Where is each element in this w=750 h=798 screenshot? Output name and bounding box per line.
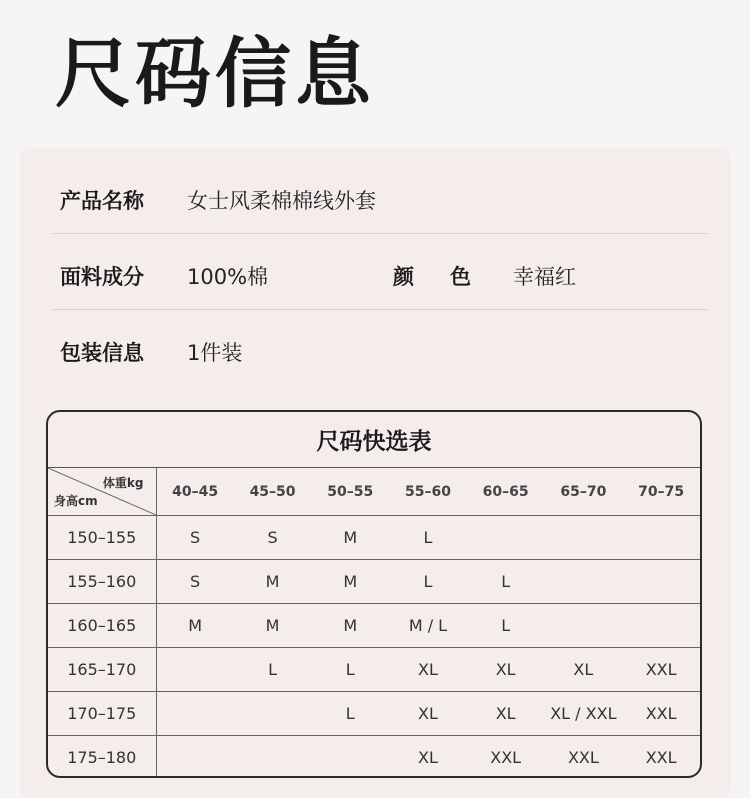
size-cell: XL / XXL: [545, 692, 623, 736]
weight-column-header: 60–65: [467, 468, 545, 516]
size-cell: [156, 648, 234, 692]
fabric-color-row: [52, 238, 708, 314]
size-cell: S: [156, 516, 234, 560]
size-cell: S: [234, 516, 312, 560]
package-row: [52, 314, 708, 390]
table-row: [48, 692, 700, 736]
size-cell: XL: [467, 648, 545, 692]
size-cell: [311, 736, 389, 779]
size-cell: [467, 516, 545, 560]
size-cell: XXL: [622, 648, 700, 692]
table-row: [48, 736, 700, 779]
height-axis-label: 身高cm: [54, 494, 98, 508]
weight-column-header: 70–75: [622, 468, 700, 516]
size-cell: M / L: [389, 604, 467, 648]
size-cell: L: [389, 516, 467, 560]
size-cell: XL: [389, 648, 467, 692]
size-table: [48, 468, 700, 778]
size-cell: XL: [418, 748, 438, 767]
size-cell: [156, 736, 234, 779]
size-cell: XXL: [490, 748, 522, 767]
size-cell: M: [311, 560, 389, 604]
size-cell: XL: [545, 648, 623, 692]
weight-column-header: 50–55: [311, 468, 389, 516]
height-range-cell: 155–160: [48, 560, 156, 604]
height-range-cell: 165–170: [48, 648, 156, 692]
size-cell: [545, 560, 623, 604]
fabric-value: 100%棉: [187, 265, 269, 289]
height-range-cell: 170–175: [48, 692, 156, 736]
color-value: 幸福红: [513, 265, 576, 289]
size-cell: [622, 604, 700, 648]
size-cell: [156, 692, 234, 736]
size-chart-title: 尺码快选表: [48, 412, 700, 468]
weight-axis-label: 体重kg: [102, 476, 144, 490]
size-cell: L: [311, 692, 389, 736]
fabric-label: 面料成分: [60, 265, 144, 289]
size-cell: M: [311, 604, 389, 648]
page-title: 尺码信息: [55, 29, 375, 118]
size-cell: L: [467, 604, 545, 648]
info-card: [20, 148, 731, 798]
table-row: [48, 604, 700, 648]
size-cell: [545, 604, 623, 648]
size-cell: [234, 692, 312, 736]
table-row: [48, 560, 700, 604]
weight-column-header: 40–45: [156, 468, 234, 516]
size-cell: XL: [389, 692, 467, 736]
height-range-cell: 160–165: [48, 604, 156, 648]
divider: [52, 309, 708, 310]
divider: [52, 233, 708, 234]
size-cell: L: [467, 560, 545, 604]
package-value: 1件装: [187, 341, 243, 365]
size-cell: XXL: [567, 748, 599, 767]
table-header-row: [48, 468, 700, 516]
weight-column-header: 65–70: [545, 468, 623, 516]
size-cell: M: [234, 604, 312, 648]
height-range-cell: 175–180: [48, 736, 156, 779]
table-row: [48, 648, 700, 692]
size-cell: L: [234, 648, 312, 692]
size-cell: [545, 516, 623, 560]
product-name-row: [52, 162, 708, 238]
size-cell: L: [389, 560, 467, 604]
package-label: 包装信息: [60, 341, 144, 365]
size-cell: [622, 516, 700, 560]
size-cell: L: [311, 648, 389, 692]
weight-column-header: 45–50: [234, 468, 312, 516]
size-cell: XXL: [645, 748, 677, 767]
weight-column-header: 55–60: [389, 468, 467, 516]
size-cell: XL: [467, 692, 545, 736]
table-corner-cell: [48, 468, 156, 516]
size-cell: S: [156, 560, 234, 604]
size-cell: M: [234, 560, 312, 604]
product-name-label: 产品名称: [60, 189, 144, 213]
size-cell: [622, 560, 700, 604]
product-name-value: 女士风柔棉棉线外套: [187, 189, 376, 213]
size-cell: M: [156, 604, 234, 648]
size-cell: [234, 736, 312, 779]
size-cell: XXL: [622, 692, 700, 736]
height-range-cell: 150–155: [48, 516, 156, 560]
color-label: 颜色: [393, 265, 507, 289]
table-row: [48, 516, 700, 560]
size-cell: M: [311, 516, 389, 560]
size-chart: [46, 410, 702, 778]
